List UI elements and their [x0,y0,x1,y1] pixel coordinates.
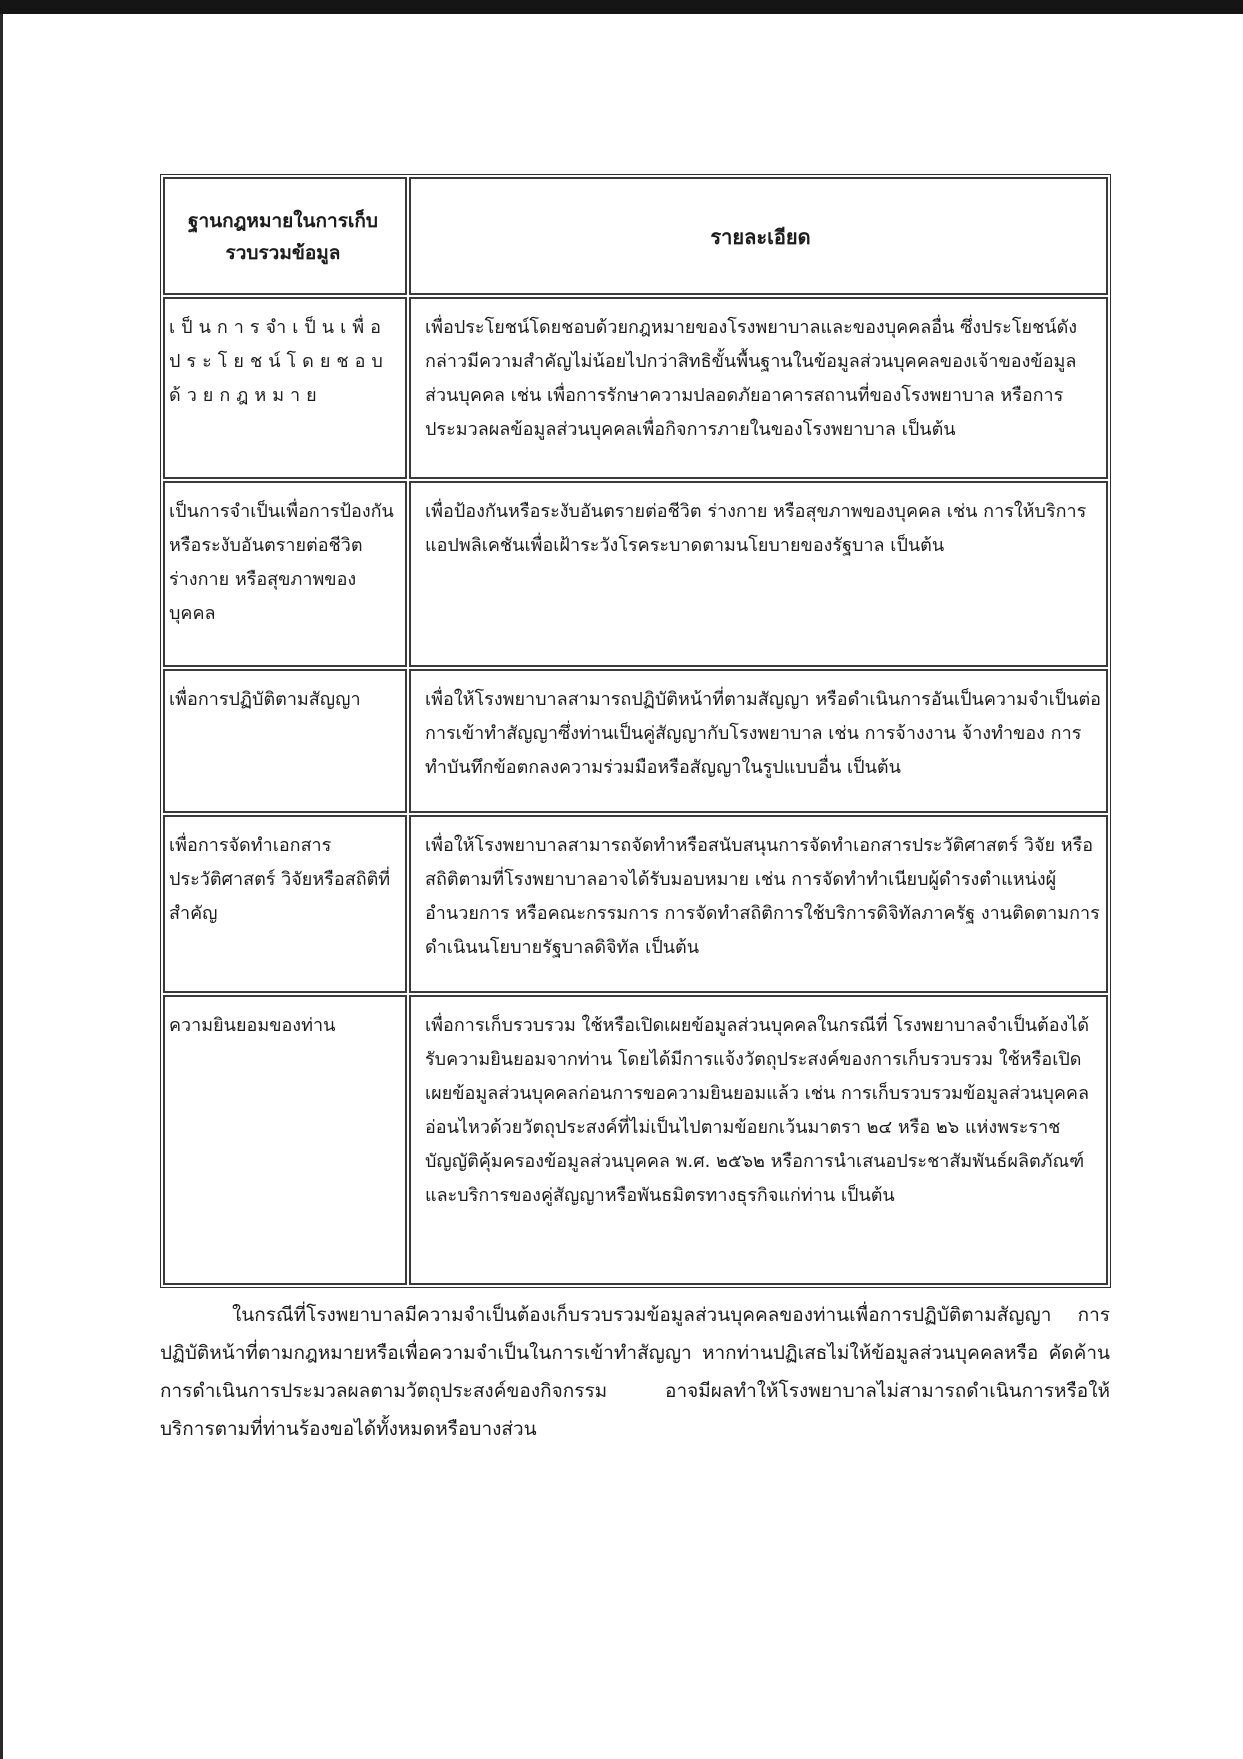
header-legal-basis: ฐานกฎหมายในการเก็บรวบรวมข้อมูล [163,177,407,295]
detail-cell: เพื่อการเก็บรวบรวม ใช้หรือเปิดเผยข้อมูลส่วนบุคคลในกรณีที่ โรงพยาบาลจำเป็นต้องได้รับความยินยอมจากท่าน โดยได้มีการแจ้งวัตถุประสงค์ของการเก็บรวบรวม ใช้หรือเปิดเผยข้อมูลส่วนบุคคลก่อนการขอความยินยอมแล้ว เช่น การเก็บรวบรวมข้อมูลส่วนบุคคลอ่อนไหวด้วยวัตถุประสงค์ที่ไม่เป็นไปตามข้อยกเว้นมาตรา ๒๔ หรือ ๒๖ แห่งพระราชบัญญัติคุ้มครองข้อมูลส่วนบุคคล พ.ศ. ๒๕๖๒ หรือการนำเสนอประชาสัมพันธ์ผลิตภัณฑ์และบริการของคู่สัญญาหรือพันธมิตรทางธุรกิจแก่ท่าน เป็นต้น [409,995,1108,1285]
detail-cell: เพื่อให้โรงพยาบาลสามารถปฏิบัติหน้าที่ตามสัญญา หรือดำเนินการอันเป็นความจำเป็นต่อการเข้าทำสัญญาซึ่งท่านเป็นคู่สัญญากับโรงพยาบาล เช่น การจ้างงาน จ้างทำของ การทำบันทึกข้อตกลงความร่วมมือหรือสัญญาในรูปแบบอื่น เป็นต้น [409,669,1108,813]
table-row [163,481,1108,667]
scan-left-edge [0,14,3,1759]
table-row [163,995,1108,1285]
closing-paragraph [160,1296,1110,1448]
legal-basis-cell: ความยินยอมของท่าน [163,995,407,1285]
detail-cell: เพื่อให้โรงพยาบาลสามารถจัดทำหรือสนับสนุนการจัดทำเอกสารประวัติศาสตร์ วิจัย หรือสถิติตามที่โรงพยาบาลอาจได้รับมอบหมาย เช่น การจัดทำทำเนียบผู้ดำรงตำแหน่งผู้อำนวยการ หรือคณะกรรมการ การจัดทำสถิติการใช้บริการดิจิทัลภาครัฐ งานติดตามการดำเนินนโยบายรัฐบาลดิจิทัล เป็นต้น [409,815,1108,993]
legal-basis-cell: เพื่อการจัดทำเอกสารประวัติศาสตร์ วิจัยหรือสถิติที่สำคัญ [163,815,407,993]
legal-basis-cell: เป็นการจำเป็นเพื่อประโยชน์โดยชอบด้วยกฎหมาย [163,297,407,479]
closing-paragraph-text: ในกรณีที่โรงพยาบาลมีความจำเป็นต้องเก็บรวบรวมข้อมูลส่วนบุคคลของท่านเพื่อการปฏิบัติตามสัญญา การปฏิบัติหน้าที่ตามกฎหมายหรือเพื่อความจำเป็นในการเข้าทำสัญญา หากท่านปฏิเสธไม่ให้ข้อมูลส่วนบุคคลหรือ คัดค้านการดำเนินการประมวลผลตามวัตถุประสงค์ของกิจกรรม อาจมีผลทำให้โรงพยาบาลไม่สามารถดำเนินการหรือให้บริการตามที่ท่านร้องขอได้ทั้งหมดหรือบางส่วน [160,1304,1110,1440]
legal-basis-cell: เป็นการจำเป็นเพื่อการป้องกันหรือระงับอันตรายต่อชีวิต ร่างกาย หรือสุขภาพของบุคคล [163,481,407,667]
legal-basis-cell: เพื่อการปฏิบัติตามสัญญา [163,669,407,813]
detail-cell: เพื่อประโยชน์โดยชอบด้วยกฎหมายของโรงพยาบาลและของบุคคลอื่น ซึ่งประโยชน์ดังกล่าวมีความสำคัญไม่น้อยไปกว่าสิทธิขั้นพื้นฐานในข้อมูลส่วนบุคคลของเจ้าของข้อมูลส่วนบุคคล เช่น เพื่อการรักษาความปลอดภัยอาคารสถานที่ของโรงพยาบาล หรือการประมวลผลข้อมูลส่วนบุคคลเพื่อกิจการภายในของโรงพยาบาล เป็นต้น [409,297,1108,479]
legal-basis-table [160,174,1111,1288]
table-row [163,815,1108,993]
detail-cell: เพื่อป้องกันหรือระงับอันตรายต่อชีวิต ร่างกาย หรือสุขภาพของบุคคล เช่น การให้บริการแอปพลิเคชันเพื่อเฝ้าระวังโรคระบาดตามนโยบายของรัฐบาล เป็นต้น [409,481,1108,667]
scan-top-edge [0,0,1243,14]
table-header-row [163,177,1108,295]
table-row [163,669,1108,813]
table-row [163,297,1108,479]
header-details: รายละเอียด [409,177,1108,295]
